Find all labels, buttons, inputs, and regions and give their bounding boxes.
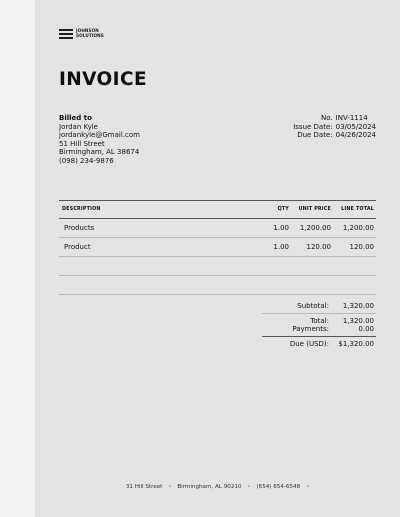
due-date: 04/26/2024 bbox=[335, 131, 376, 140]
company-name-line2: SOLUTIONS bbox=[76, 33, 104, 38]
invoice-meta bbox=[293, 114, 376, 140]
footer-phone: (654) 654-6548 bbox=[256, 484, 301, 490]
total-value: 1,320.00 bbox=[342, 316, 374, 325]
amount-due-row bbox=[262, 337, 376, 348]
total-row bbox=[262, 317, 376, 326]
line-items-table bbox=[59, 200, 376, 295]
billed-to-block bbox=[59, 114, 140, 166]
client-email: jordankyle@Gmail.com bbox=[59, 131, 140, 140]
client-name: Jordan Kyle bbox=[59, 122, 98, 131]
row-line-total: 1,200.00 bbox=[342, 224, 374, 232]
subtotal-row bbox=[262, 302, 376, 311]
payments-row bbox=[262, 325, 376, 334]
company-logo bbox=[59, 29, 104, 39]
company-name-line1: JOHNSON bbox=[76, 28, 99, 34]
invoice-footer bbox=[35, 484, 400, 490]
payments-label: Payments: bbox=[292, 325, 329, 334]
due-date-label: Due Date: bbox=[297, 131, 333, 140]
empty-table-row bbox=[59, 257, 376, 276]
header-description: DESCRIPTION bbox=[62, 207, 101, 212]
company-name bbox=[76, 29, 104, 38]
amount-due-value: $1,320.00 bbox=[338, 339, 374, 348]
client-phone: (098) 234-9876 bbox=[59, 156, 114, 165]
subtotal-label: Subtotal: bbox=[297, 302, 329, 310]
total-block bbox=[262, 314, 376, 337]
footer-separator: • bbox=[168, 484, 172, 490]
row-description: Product bbox=[64, 243, 91, 251]
row-qty: 1.00 bbox=[273, 224, 289, 232]
invoice-page bbox=[35, 0, 400, 517]
table-row bbox=[59, 238, 376, 257]
row-unit-price: 1,200.00 bbox=[299, 224, 331, 232]
table-row bbox=[59, 219, 376, 238]
client-city: Birmingham, AL 38674 bbox=[59, 148, 140, 157]
logo-icon bbox=[59, 29, 73, 39]
total-label: Total: bbox=[310, 316, 329, 325]
subtotal-value: 1,320.00 bbox=[342, 302, 374, 310]
row-unit-price: 120.00 bbox=[306, 243, 331, 251]
footer-separator: • bbox=[247, 484, 251, 490]
billed-to-heading: Billed to bbox=[59, 114, 92, 122]
empty-table-row bbox=[59, 276, 376, 295]
client-street: 51 Hill Street bbox=[59, 139, 105, 148]
issue-date-label: Issue Date: bbox=[293, 122, 333, 131]
header-qty: QTY bbox=[277, 207, 289, 212]
payments-value: 0.00 bbox=[358, 325, 374, 334]
invoice-title: INVOICE bbox=[59, 69, 147, 90]
issue-date: 03/05/2024 bbox=[335, 122, 376, 131]
header-line-total: LINE TOTAL bbox=[341, 207, 374, 212]
header-unit-price: UNIT PRICE bbox=[298, 207, 331, 212]
row-description: Products bbox=[64, 224, 95, 232]
row-qty: 1.00 bbox=[273, 243, 289, 251]
invoice-number-label: No. bbox=[321, 114, 333, 122]
invoice-number: INV-1114 bbox=[335, 114, 368, 122]
table-header bbox=[59, 200, 376, 219]
footer-separator: • bbox=[306, 484, 310, 490]
footer-city: Birmingham, AL 90210 bbox=[177, 484, 242, 490]
row-line-total: 120.00 bbox=[349, 243, 374, 251]
totals-block bbox=[262, 299, 376, 348]
subtotal-block bbox=[262, 299, 376, 314]
footer-address: 31 Hill Street bbox=[125, 484, 163, 490]
amount-due-label: Due (USD): bbox=[289, 339, 329, 348]
